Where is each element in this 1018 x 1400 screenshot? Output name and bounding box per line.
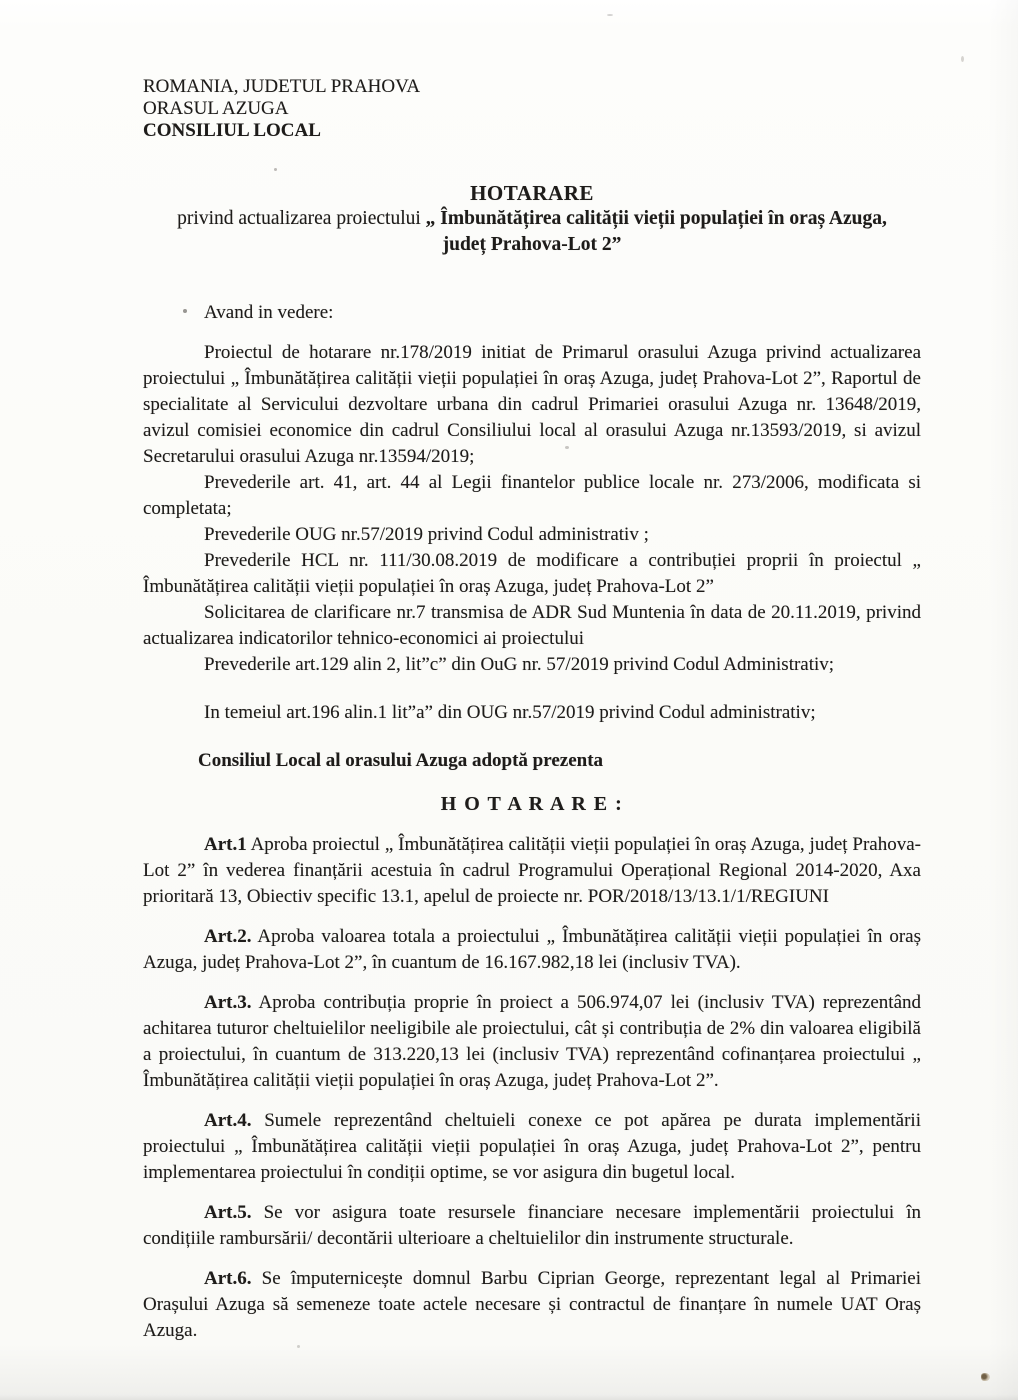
article-2 (143, 924, 921, 976)
document-header (143, 76, 921, 142)
recitals-section (143, 340, 921, 678)
article-3-text: Aproba contribuția proprie în proiect a 506.974,07 lei (inclusiv TVA) reprezentând achitarea tuturor cheltuielilor neeligibile ale proiectului, cât și contribuția de 2% din valoarea eligibilă a proiectului, în cuantum de 313.220,13 lei (inclusiv TVA) reprezentând cofinanțarea proiectului „ Îmbunătățirea calității vieții populației în oraș Azuga, județ Prahova-Lot 2”. (143, 992, 921, 1091)
recital-project-initiation: Proiectul de hotarare nr.178/2019 initiat de Primarul orasului Azuga privind actualizarea proiectului „ Îmbunătățirea calității vieții populației în oraș Azuga, județ Prahova-Lot 2”, Raportul de specialitate al Servicului dezvoltare urbana din cadrul Primariei orasului Azuga nr. 13648/2019, avizul comisiei economice din cadrul Consiliului local al orasului Azuga nr.13593/2019, si avizul Secretarului orasului Azuga nr.13594/2019; (143, 342, 921, 467)
article-2-label: Art.2. (204, 926, 252, 947)
article-1-label: Art.1 (204, 834, 247, 855)
scan-artifact (607, 14, 613, 16)
preamble-line: Avand in vedere: (204, 302, 334, 323)
header-council-line: CONSILIUL LOCAL (143, 120, 321, 141)
scan-artifact-ink-blot (981, 1373, 990, 1381)
recital-oug-57: Prevederile OUG nr.57/2019 privind Codul administrativ ; (204, 524, 649, 545)
scan-artifact (961, 56, 964, 62)
document-subtitle-line1 (143, 206, 921, 232)
document-title: HOTARARE (470, 181, 594, 205)
article-5 (143, 1200, 921, 1252)
article-5-text: Se vor asigura toate resursele financiare necesare implementării proiectului în condițiile rambursării/ decontării ulterioare a cheltuielilor din instrumente structurale. (143, 1202, 921, 1249)
articles-section (143, 832, 921, 1344)
document-subtitle-line2: județ Prahova-Lot 2” (442, 234, 622, 255)
title-block (143, 180, 921, 258)
recital-art-129: Prevederile art.129 alin 2, lit”c” din OuG nr. 57/2019 privind Codul Administrativ; (204, 654, 835, 675)
header-city-line: ORASUL AZUGA (143, 98, 289, 119)
article-3 (143, 990, 921, 1094)
article-5-label: Art.5. (204, 1202, 252, 1223)
document-content (143, 76, 921, 1344)
scan-artifact (297, 1345, 300, 1348)
article-3-label: Art.3. (204, 992, 252, 1013)
recital-clarification-request: Solicitarea de clarificare nr.7 transmisa de ADR Sud Muntenia în data de 20.11.2019, privind actualizarea indicatorilor tehnico-economici ai proiectului (143, 602, 921, 649)
legal-basis-line: In temeiul art.196 alin.1 lit”a” din OUG nr.57/2019 privind Codul administrativ; (204, 702, 816, 723)
article-4-text: Sumele reprezentând cheltuieli conexe ce pot apărea pe durata implementării proiectului „ Îmbunătățirea calității vieții populației în oraș Azuga, județ Prahova-Lot 2”, pentru implementarea proiectului în condiții optime, se vor asigura din bugetul local. (143, 1110, 921, 1183)
subtitle-normal-part: privind actualizarea proiectului (177, 208, 426, 229)
article-6 (143, 1266, 921, 1344)
recital-hcl-111: Prevederile HCL nr. 111/30.08.2019 de modificare a contribuției proprii în proiectul „ Îmbunătățirea calității vieții populației în oraș Azuga, județ Prahova-Lot 2” (143, 550, 921, 597)
header-country-line: ROMANIA, JUDETUL PRAHOVA (143, 76, 421, 97)
article-1 (143, 832, 921, 910)
adoption-line: Consiliul Local al orasului Azuga adoptă prezenta (198, 750, 604, 771)
decision-heading: H O T A R A R E : (440, 793, 624, 815)
article-2-text: Aproba valoarea totala a proiectului „ Îmbunătățirea calității vieții populației în oraș Azuga, județ Prahova-Lot 2”, în cuantum de 16.167.982,18 lei (inclusiv TVA). (143, 926, 921, 973)
article-6-label: Art.6. (204, 1268, 252, 1289)
article-1-text: Aproba proiectul „ Îmbunătățirea calității vieții populației în oraș Azuga, județ Prahova-Lot 2” în vederea finanțării acestuia în cadrul Programului Operațional Regional 2014-2020, Axa prioritară 13, Obiectiv specific 13.1, apelul de proiecte nr. POR/2018/13/13.1/1/REGIUNI (143, 834, 921, 907)
subtitle-bold-part: „ Îmbunătățirea calității vieții populației în oraș Azuga, (425, 208, 887, 229)
article-6-text: Se împuternicește domnul Barbu Ciprian George, reprezentant legal al Primariei Orașului Azuga să semeneze toate actele necesare și contractul de finanțare în numele UAT Oraș Azuga. (143, 1268, 921, 1341)
recital-public-finance-law: Prevederile art. 41, art. 44 al Legii finantelor publice locale nr. 273/2006, modificata si completata; (143, 472, 921, 519)
article-4-label: Art.4. (204, 1110, 252, 1131)
article-4 (143, 1108, 921, 1186)
